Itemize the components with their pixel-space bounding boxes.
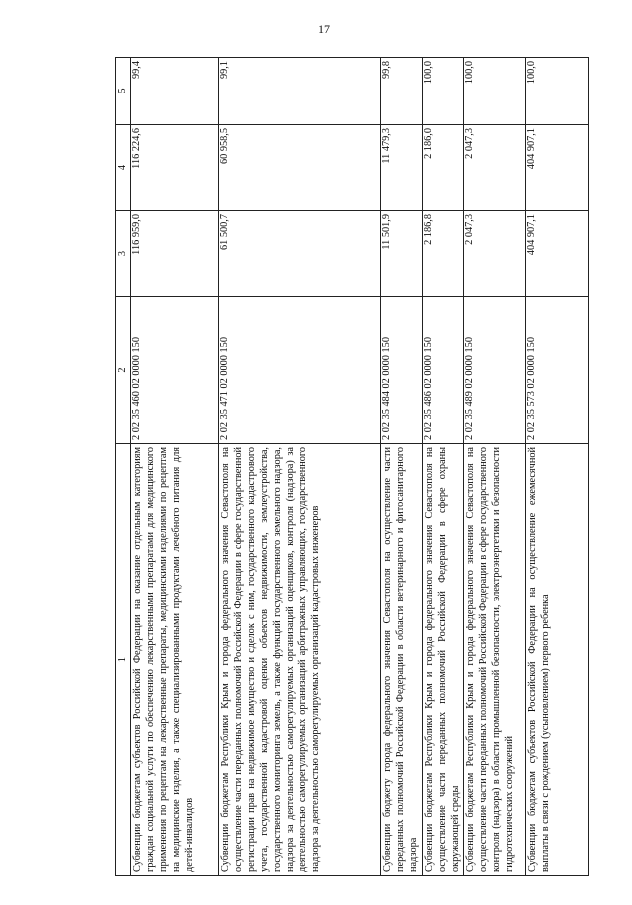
- row-name: Субвенции бюджетам Республики Крым и города федерального значения Севастополя на осуществление части переданных полномочий Российской Федерации в сфере государственного контроля (надзора) в области промышленной безопасности, электроэнергетики и безопасности гидротехнических сооружений: [464, 444, 526, 876]
- row-percent: 99,8: [381, 58, 423, 125]
- row-planned: 2 186,8: [422, 211, 464, 297]
- row-percent: 100,0: [422, 58, 464, 125]
- row-planned: 61 500,7: [219, 211, 381, 297]
- row-planned: 11 501,9: [381, 211, 423, 297]
- row-name: Субвенции бюджетам субъектов Российской Федерации на оказание отдельным категориям граждан социальной услуги по обеспечению лекарственными препаратами для медицинского применения по рецептам на лекарственные препараты, медицинскими изделиями по рецептам на медицинские изделия, а также специализированными продуктами лечебного питания для детей-инвалидов: [131, 444, 219, 876]
- row-code: 2 02 35 486 02 0000 150: [422, 297, 464, 444]
- row-code: 2 02 35 460 02 0000 150: [131, 297, 219, 444]
- row-actual: 2 186,0: [422, 125, 464, 211]
- budget-table: [115, 57, 589, 876]
- row-percent: 100,0: [526, 58, 589, 125]
- row-actual: 60 958,5: [219, 125, 381, 211]
- header-cell-3: 3: [116, 211, 131, 297]
- table-row: [131, 58, 219, 876]
- table-row: [219, 58, 381, 876]
- row-percent: 99,1: [219, 58, 381, 125]
- table-row: [422, 58, 464, 876]
- row-code: 2 02 35 484 02 0000 150: [381, 297, 423, 444]
- header-cell-1: 1: [116, 444, 131, 876]
- table-row: [381, 58, 423, 876]
- header-cell-5: 5: [116, 58, 131, 125]
- row-actual: 404 907,1: [526, 125, 589, 211]
- page-number: 17: [318, 22, 330, 36]
- header-cell-2: 2: [116, 297, 131, 444]
- row-actual: 2 047,3: [464, 125, 526, 211]
- row-planned: 2 047,3: [464, 211, 526, 297]
- row-actual: 11 479,3: [381, 125, 423, 211]
- table-row: [464, 58, 526, 876]
- table-row: [526, 58, 589, 876]
- row-code: 2 02 35 471 02 0000 150: [219, 297, 381, 444]
- row-planned: 404 907,1: [526, 211, 589, 297]
- row-name: Субвенции бюджету города федерального значения Севастополя на осуществление части переданных полномочий Российской Федерации в области ветеринарного и фитосанитарного надзора: [381, 444, 423, 876]
- row-planned: 116 959,0: [131, 211, 219, 297]
- header-row: [116, 58, 131, 876]
- header-cell-4: 4: [116, 125, 131, 211]
- row-code: 2 02 35 573 02 0000 150: [526, 297, 589, 444]
- row-code: 2 02 35 489 02 0000 150: [464, 297, 526, 444]
- row-percent: 100,0: [464, 58, 526, 125]
- row-actual: 116 224,6: [131, 125, 219, 211]
- row-name: Субвенции бюджетам Республики Крым и города федерального значения Севастополя на осуществление части переданных полномочий Российской Федерации в сфере государственной регистрации прав на недвижимое имущество и сделок с ним, государственного кадастрового учета, государственной кадастровой оценки объектов недвижимости, землеустройства, государственного мониторинга земель, а также функций государственного земельного надзора, надзора за деятельностью саморегулируемых организаций оценщиков, контроля (надзора) за деятельностью саморегулируемых организаций арбитражных управляющих, государственного надзора за деятельностью саморегулируемых организаций кадастровых инженеров: [219, 444, 381, 876]
- row-percent: 99,4: [131, 58, 219, 125]
- rotated-table-container: [115, 58, 580, 876]
- row-name: Субвенции бюджетам субъектов Российской Федерации на осуществление ежемесячной выплаты в связи с рождением (усыновлением) первого ребенка: [526, 444, 589, 876]
- row-name: Субвенции бюджетам Республики Крым и города федерального значения Севастополя на осуществление части переданных полномочий Российской Федерации в сфере охраны окружающей среды: [422, 444, 464, 876]
